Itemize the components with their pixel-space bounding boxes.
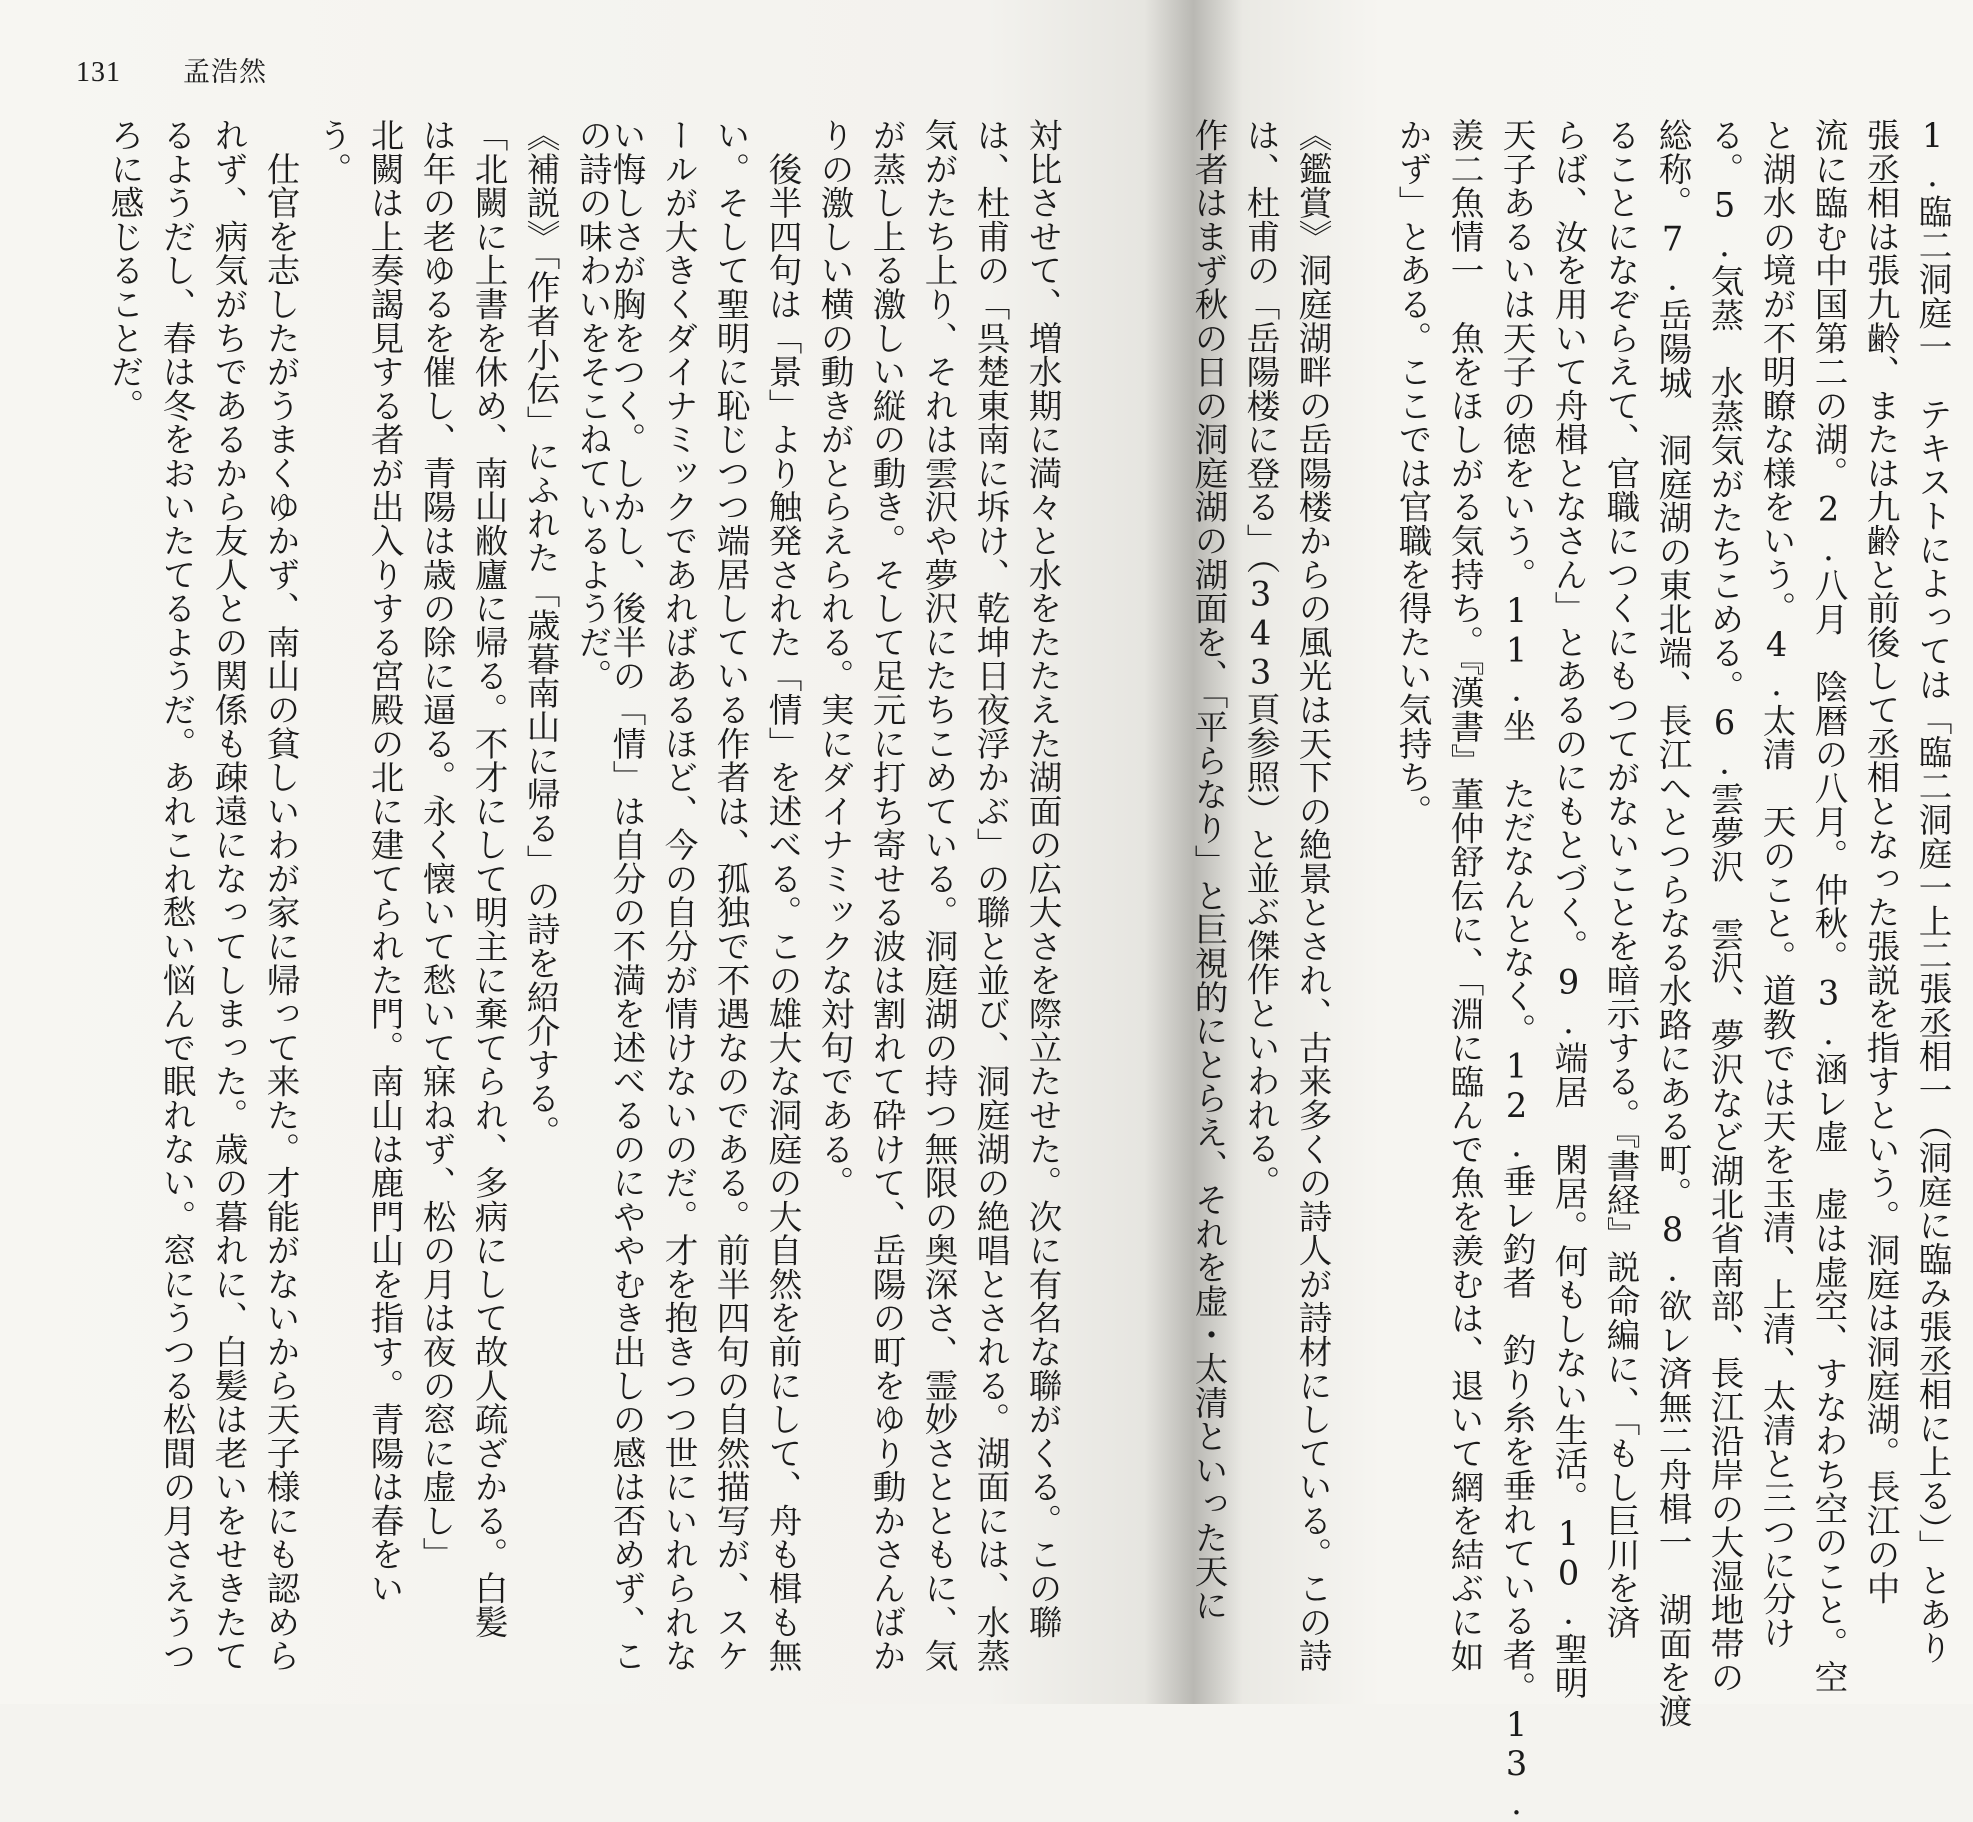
note-line: と湖水の境が不明瞭な様をいう。4.太清 天のこと。道教では天を玉清、上清、太清と三つに分け xyxy=(1757,118,1796,1650)
note-line: 1.臨二洞庭一 テキストによっては「臨二洞庭一上二張丞相一（洞庭に臨み張丞相に上る）」とあり xyxy=(1913,116,1952,1665)
note-line: らば、汝を用いて舟楫となさん」とあるのにもとづく。9.端居 閑居。何もしない生活。10.聖明 xyxy=(1549,118,1588,1700)
note-line: 張丞相は張九齢、または九齢と前後して丞相となった張説を指すという。洞庭は洞庭湖。長江の中 xyxy=(1861,118,1900,1605)
supplement-line: 仕官を志したがうまくゆかず、南山の貧しいわが家に帰って来た。才能がないから天子様にも認めら xyxy=(261,118,300,1673)
body-line: 気がたち上り、それは雲沢や夢沢にたちこめている。洞庭湖の持つ無限の奥深さ、霊妙さとともに、気 xyxy=(919,118,958,1673)
note-line: 総称。7.岳陽城 洞庭湖の東北端、長江へとつらなる水路にある町。8.欲レ済無二舟楫一 湖面を渡 xyxy=(1653,118,1692,1728)
body-line: ールが大きくダイナミックであればあるほど、今の自分が情けないのだ。才を抱きつつ世にいれられな xyxy=(659,118,698,1673)
running-title: 孟浩然 xyxy=(183,57,267,88)
note-line: 天子あるいは天子の徳をいう。11.坐 ただなんとなく。12.垂レ釣者 釣り糸を垂れている者。13. xyxy=(1497,118,1536,1822)
note-line: る。5.気蒸 水蒸気がたちこめる。6.雲夢沢 雲沢、夢沢など湖北省南部、長江沿岸の大湿地帯の xyxy=(1705,118,1744,1694)
note-line: 羨二魚情一 魚をほしがる気持ち。『漢書』董仲舒伝に、「淵に臨んで魚を羨むは、退いて網を結ぶに如 xyxy=(1445,118,1484,1673)
body-line: の詩の味わいをそこねているようだ。 xyxy=(573,118,612,693)
supplement-line: は年の老ゆるを催し、青陽は歳の除に逼る。永く懐いて愁いて寐ねず、松の月は夜の窓に虚し」 xyxy=(417,118,456,1571)
page-number: 131 xyxy=(76,57,121,88)
supplement-line: 北闕は上奏謁見する者が出入りする宮殿の北に建てられた門。南山は鹿門山を指す。青陽は春をい xyxy=(365,118,404,1605)
body-line: は、杜甫の「呉楚東南に坼け、乾坤日夜浮かぶ」の聯と並び、洞庭湖の絶唱とされる。湖面には、水蒸 xyxy=(971,118,1010,1673)
appreciation-line: 《鑑賞》洞庭湖畔の岳陽楼からの風光は天下の絶景とされ、古来多くの詩人が詩材にしている。この詩 xyxy=(1293,118,1332,1673)
body-line: い悔しさが胸をつく。しかし、後半の「情」は自分の不満を述べるのにややむき出しの感は否めず、こ xyxy=(607,118,646,1673)
body-line: い。そして聖明に恥じつつ端居している作者は、孤独で不遇なのである。前半四句の自然描写が、スケ xyxy=(711,118,750,1673)
body-line: 後半四句は「景」より触発された「情」を述べる。この雄大な洞庭の大自然を前にして、舟も楫も無 xyxy=(763,118,802,1673)
appreciation-line: 作者はまず秋の日の洞庭湖の湖面を、「平らなり」と巨視的にとらえ、それを虚・太清といった天に xyxy=(1189,118,1228,1622)
body-line: が蒸し上る激しい縦の動き。そして足元に打ち寄せる波は割れて砕けて、岳陽の町をゆり動かさんばか xyxy=(867,118,906,1673)
supplement-line: れず、病気がちであるから友人との関係も疎遠になってしまった。歳の暮れに、白髪は老いをせきたて xyxy=(209,118,248,1673)
supplement-line: 《補説》「作者小伝」にふれた「歳暮南山に帰る」の詩を紹介する。 xyxy=(521,118,560,1149)
supplement-line: るようだし、春は冬をおいたてるようだ。あれこれ愁い悩んで眠れない。窓にうつる松間の月さえうつ xyxy=(157,118,196,1673)
note-line: ることになぞらえて、官職につくにもつてがないことを暗示する。『書経』説命編に、「もし巨川を済 xyxy=(1601,118,1640,1639)
body-line: りの激しい横の動きがとらえられる。実にダイナミックな対句である。 xyxy=(815,118,854,1200)
appreciation-line: は、杜甫の「岳陽楼に登る」（343頁参照）と並ぶ傑作といわれる。 xyxy=(1241,118,1280,1199)
body-line: 対比させて、増水期に満々と水をたたえた湖面の広大さを際立たせた。次に有名な聯がくる。この聯 xyxy=(1023,118,1062,1639)
page-header xyxy=(76,50,267,89)
note-line: 流に臨む中国第二の湖。2.八月 陰暦の八月。仲秋。3.涵レ虚 虚は虚空、すなわち空のこと。空 xyxy=(1809,118,1848,1694)
supplement-line: ろに感じることだ。 xyxy=(105,118,144,423)
note-line: かず」とある。ここでは官職を得たい気持ち。 xyxy=(1393,118,1432,828)
right-page xyxy=(1110,0,1973,1822)
supplement-line: う。 xyxy=(313,118,352,186)
supplement-line: 「北闕に上書を休め、南山敝廬に帰る。不才にして明主に棄てられ、多病にして故人疏ざかる。白髪 xyxy=(469,118,508,1639)
